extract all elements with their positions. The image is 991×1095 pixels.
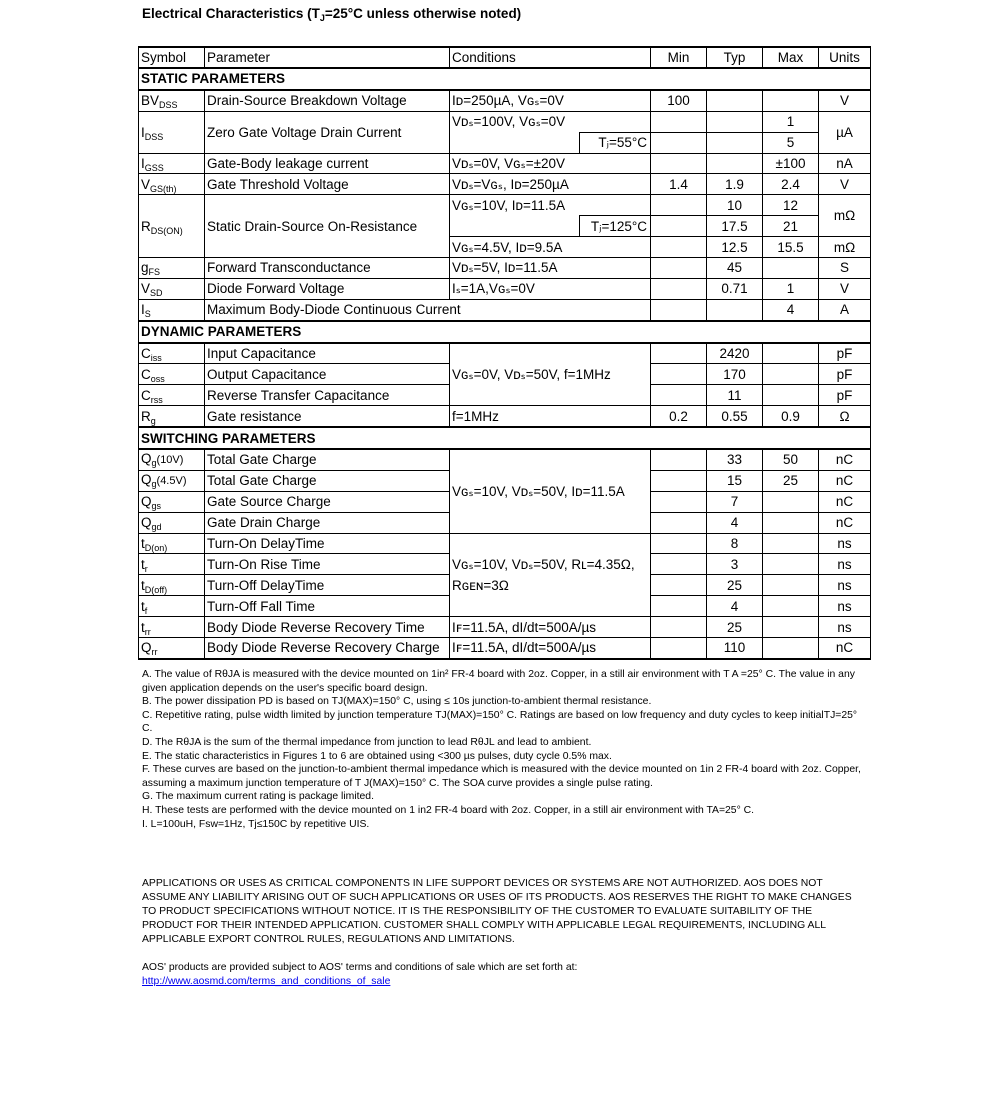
param-vgsth: Gate Threshold Voltage <box>205 174 450 195</box>
symbol-tdoff: $t_{D(off)}$ <box>139 575 205 596</box>
symbol-is: $I_S$ <box>139 299 205 320</box>
table-row <box>139 174 871 195</box>
header-conditions: Conditions <box>450 47 651 68</box>
header-typ: Typ <box>707 47 763 68</box>
unit-crss: pF <box>819 385 871 406</box>
cond-switching: Vɢₛ=10V, Vᴅₛ=50V, Rʟ=4.35Ω, Rɢᴇɴ=3Ω <box>450 533 651 617</box>
typ-crss: 11 <box>707 385 763 406</box>
unit-rdson-1: mΩ <box>819 195 871 237</box>
header-parameter: Parameter <box>205 47 450 68</box>
param-igss: Gate-Body leakage current <box>205 153 450 174</box>
table-row <box>139 258 871 279</box>
cond-vsd: Iₛ=1A,Vɢₛ=0V <box>450 278 651 299</box>
table-header-row <box>139 47 871 68</box>
footnotes <box>142 668 862 831</box>
cond-rdson-3: Vɢₛ=4.5V, Iᴅ=9.5A <box>450 237 651 258</box>
param-coss: Output Capacitance <box>205 364 450 385</box>
unit-rdson-3: mΩ <box>819 237 871 258</box>
typ-tdon: 8 <box>707 533 763 554</box>
symbol-rdson: $R_{DS(ON)}$ <box>139 195 205 258</box>
param-qg45: Total Gate Charge <box>205 470 450 491</box>
unit-rg: Ω <box>819 406 871 427</box>
max-rg: 0.9 <box>763 406 819 427</box>
symbol-qg10: $Q_g(10V)$ <box>139 449 205 470</box>
param-qgd: Gate Drain Charge <box>205 512 450 533</box>
unit-qgd: nC <box>819 512 871 533</box>
symbol-tf: $t_f$ <box>139 596 205 617</box>
footnote-e: E. The static characteristics in Figures 1 to 6 are obtained using <300 µs pulses, duty cycle 0.5% max. <box>142 750 612 762</box>
typ-coss: 170 <box>707 364 763 385</box>
unit-is: A <box>819 299 871 320</box>
typ-ciss: 2420 <box>707 343 763 364</box>
param-gfs: Forward Transconductance <box>205 258 450 279</box>
cond-idss-2: Tⱼ=55°C <box>580 132 651 153</box>
cond-bvdss: Iᴅ=250µA, Vɢₛ=0V <box>450 90 651 111</box>
header-min: Min <box>651 47 707 68</box>
param-rdson: Static Drain-Source On-Resistance <box>205 195 450 258</box>
param-tr: Turn-On Rise Time <box>205 554 450 575</box>
legal-text: APPLICATIONS OR USES AS CRITICAL COMPONENTS IN LIFE SUPPORT DEVICES OR SYSTEMS ARE NOT AUTHORIZED. AOS DOES NOT ASSUME ANY LIABILITY ARISING OUT OF SUCH APPLICATIONS OR USES OF ITS PRODUCTS. AOS RESERVES THE RIGHT TO MAKE CHANGES TO PRODUCT SPECIFICATIONS WITHOUT NOTICE. IT IS THE RESPONSIBILITY OF THE CUSTOMER TO EVALUATE SUITABILITY OF THE PRODUCT FOR THEIR INTENDED APPLICATION. CUSTOMER SHALL COMPLY WITH APPLICABLE LEGAL REQUIREMENTS, INCLUDING ALL APPLICABLE EXPORT CONTROL RULES, REGULATIONS AND LIMITATIONS. <box>142 878 852 945</box>
max-qg45: 25 <box>763 470 819 491</box>
cond-capacitance: Vɢₛ=0V, Vᴅₛ=50V, f=1MHz <box>450 343 651 406</box>
typ-rg: 0.55 <box>707 406 763 427</box>
param-qgs: Gate Source Charge <box>205 491 450 512</box>
table-row <box>139 406 871 427</box>
table-row <box>139 533 871 554</box>
unit-bvdss: V <box>819 90 871 111</box>
symbol-vgsth: $V_{GS(th)}$ <box>139 174 205 195</box>
table-row <box>139 343 871 364</box>
min-bvdss: 100 <box>651 90 707 111</box>
symbol-qrr: $Q_{rr}$ <box>139 638 205 659</box>
section-dynamic: DYNAMIC PARAMETERS <box>139 321 871 343</box>
param-qrr: Body Diode Reverse Recovery Charge <box>205 638 450 659</box>
param-qg10: Total Gate Charge <box>205 449 450 470</box>
header-symbol: Symbol <box>139 47 205 68</box>
footnote-b: B. The power dissipation PD is based on TJ(MAX)=150° C, using ≤ 10s junction-to-ambient thermal resistance. <box>142 696 652 708</box>
cond-gate-charge: Vɢₛ=10V, Vᴅₛ=50V, Iᴅ=11.5A <box>450 449 651 533</box>
max-rdson-1: 12 <box>763 195 819 216</box>
param-vsd: Diode Forward Voltage <box>205 278 450 299</box>
min-rg: 0.2 <box>651 406 707 427</box>
typ-qg10: 33 <box>707 449 763 470</box>
unit-tdon: ns <box>819 533 871 554</box>
cond-vgsth: Vᴅₛ=Vɢₛ, Iᴅ=250µA <box>450 174 651 195</box>
cond-igss: Vᴅₛ=0V, Vɢₛ=±20V <box>450 153 651 174</box>
header-max: Max <box>763 47 819 68</box>
typ-qgd: 4 <box>707 512 763 533</box>
symbol-qgs: $Q_{gs}$ <box>139 491 205 512</box>
section-switching: SWITCHING PARAMETERS <box>139 427 871 449</box>
param-is: Maximum Body-Diode Continuous Current <box>205 299 651 320</box>
max-idss-2: 5 <box>763 132 819 153</box>
typ-trr: 25 <box>707 617 763 638</box>
symbol-trr: $t_{rr}$ <box>139 617 205 638</box>
param-trr: Body Diode Reverse Recovery Time <box>205 617 450 638</box>
cond-rdson-1: Vɢₛ=10V, Iᴅ=11.5A <box>450 195 651 216</box>
symbol-idss: $I_{DSS}$ <box>139 111 205 153</box>
typ-qg45: 15 <box>707 470 763 491</box>
page-title: Electrical Characteristics ($T_J=25^\circ C$ unless otherwise noted) <box>142 6 522 23</box>
param-tdoff: Turn-Off DelayTime <box>205 575 450 596</box>
typ-tf: 4 <box>707 596 763 617</box>
typ-tdoff: 25 <box>707 575 763 596</box>
typ-rdson-1: 10 <box>707 195 763 216</box>
table-row <box>139 195 871 216</box>
footnote-i: I. L=100uH, Fsw=1Hz, Tj≤150C by repetitive UIS. <box>142 818 370 830</box>
unit-gfs: S <box>819 258 871 279</box>
table-row <box>139 617 871 638</box>
param-ciss: Input Capacitance <box>205 343 450 364</box>
table-row <box>139 299 871 320</box>
typ-qgs: 7 <box>707 491 763 512</box>
symbol-igss: $I_{GSS}$ <box>139 153 205 174</box>
symbol-rg: $R_g$ <box>139 406 205 427</box>
typ-rdson-2: 17.5 <box>707 216 763 237</box>
unit-qg45: nC <box>819 470 871 491</box>
terms-link[interactable]: http://www.aosmd.com/terms_and_conditions_of_sale <box>142 976 391 987</box>
legal-disclaimer <box>142 877 862 947</box>
symbol-vsd: $V_{SD}$ <box>139 278 205 299</box>
symbol-gfs: $g_{FS}$ <box>139 258 205 279</box>
table-row <box>139 111 871 132</box>
max-idss-1: 1 <box>763 111 819 132</box>
unit-vsd: V <box>819 278 871 299</box>
unit-coss: pF <box>819 364 871 385</box>
max-rdson-3: 15.5 <box>763 237 819 258</box>
terms-block <box>142 961 577 989</box>
footnote-c: C. Repetitive rating, pulse width limited by junction temperature TJ(MAX)=150° C. Ratings are based on low frequency and duty cycles to keep initialTJ=25° C. <box>142 709 858 735</box>
cond-idss-1: Vᴅₛ=100V, Vɢₛ=0V <box>450 111 651 132</box>
cond-gfs: Vᴅₛ=5V, Iᴅ=11.5A <box>450 258 651 279</box>
unit-tf: ns <box>819 596 871 617</box>
table-row <box>139 90 871 111</box>
symbol-qg45: $Q_g(4.5V)$ <box>139 470 205 491</box>
cond-rg: f=1MHz <box>450 406 651 427</box>
unit-tr: ns <box>819 554 871 575</box>
footnote-d: D. The RθJA is the sum of the thermal impedance from junction to lead RθJL and lead to ambient. <box>142 736 592 748</box>
unit-tdoff: ns <box>819 575 871 596</box>
cond-trr: Iꜰ=11.5A, dI/dt=500A/µs <box>450 617 651 638</box>
max-vgsth: 2.4 <box>763 174 819 195</box>
symbol-qgd: $Q_{gd}$ <box>139 512 205 533</box>
typ-gfs: 45 <box>707 258 763 279</box>
unit-igss: nA <box>819 153 871 174</box>
table-row <box>139 153 871 174</box>
unit-ciss: pF <box>819 343 871 364</box>
max-vsd: 1 <box>763 278 819 299</box>
param-tdon: Turn-On DelayTime <box>205 533 450 554</box>
unit-qgs: nC <box>819 491 871 512</box>
cond-rdson-2: Tⱼ=125°C <box>580 216 651 237</box>
typ-vsd: 0.71 <box>707 278 763 299</box>
electrical-characteristics-table <box>138 46 871 660</box>
max-qg10: 50 <box>763 449 819 470</box>
symbol-crss: $C_{rss}$ <box>139 385 205 406</box>
param-tf: Turn-Off Fall Time <box>205 596 450 617</box>
table-row <box>139 449 871 470</box>
cond-qrr: Iꜰ=11.5A, dI/dt=500A/µs <box>450 638 651 659</box>
max-rdson-2: 21 <box>763 216 819 237</box>
typ-rdson-3: 12.5 <box>707 237 763 258</box>
typ-vgsth: 1.9 <box>707 174 763 195</box>
max-igss: ±100 <box>763 153 819 174</box>
param-rg: Gate resistance <box>205 406 450 427</box>
unit-qg10: nC <box>819 449 871 470</box>
symbol-tr: $t_r$ <box>139 554 205 575</box>
max-is: 4 <box>763 299 819 320</box>
symbol-bvdss: $BV_{DSS}$ <box>139 90 205 111</box>
param-idss: Zero Gate Voltage Drain Current <box>205 111 450 153</box>
param-crss: Reverse Transfer Capacitance <box>205 385 450 406</box>
table-row <box>139 638 871 659</box>
unit-trr: ns <box>819 617 871 638</box>
unit-idss: µA <box>819 111 871 153</box>
unit-qrr: nC <box>819 638 871 659</box>
typ-tr: 3 <box>707 554 763 575</box>
header-units: Units <box>819 47 871 68</box>
footnote-h: H. These tests are performed with the device mounted on 1 in2 FR-4 board with 2oz. Copper, in a still air environment with TA=25° C. <box>142 804 755 816</box>
symbol-coss: $C_{oss}$ <box>139 364 205 385</box>
param-bvdss: Drain-Source Breakdown Voltage <box>205 90 450 111</box>
typ-qrr: 110 <box>707 638 763 659</box>
table-row <box>139 278 871 299</box>
min-vgsth: 1.4 <box>651 174 707 195</box>
footnote-g: G. The maximum current rating is package limited. <box>142 791 374 803</box>
terms-text: AOS' products are provided subject to AOS' terms and conditions of sale which are set forth at: <box>142 962 578 973</box>
unit-vgsth: V <box>819 174 871 195</box>
symbol-ciss: $C_{iss}$ <box>139 343 205 364</box>
symbol-tdon: $t_{D(on)}$ <box>139 533 205 554</box>
footnote-f: F. These curves are based on the junction-to-ambient thermal impedance which is measured with the device mounted on 1in 2 FR-4 board with 2oz. Copper, assuming a maximum junction temperature of T J(MAX)=150° C. The SOA curve provides a single pulse rating. <box>142 764 861 789</box>
footnote-a: A. The value of RθJA is measured with the device mounted on 1in² FR-4 board with 2oz. Copper, in a still air environment with T A =25° C. The value in any given application depends on the user's specific board design. <box>142 669 855 694</box>
section-static: STATIC PARAMETERS <box>139 68 871 90</box>
